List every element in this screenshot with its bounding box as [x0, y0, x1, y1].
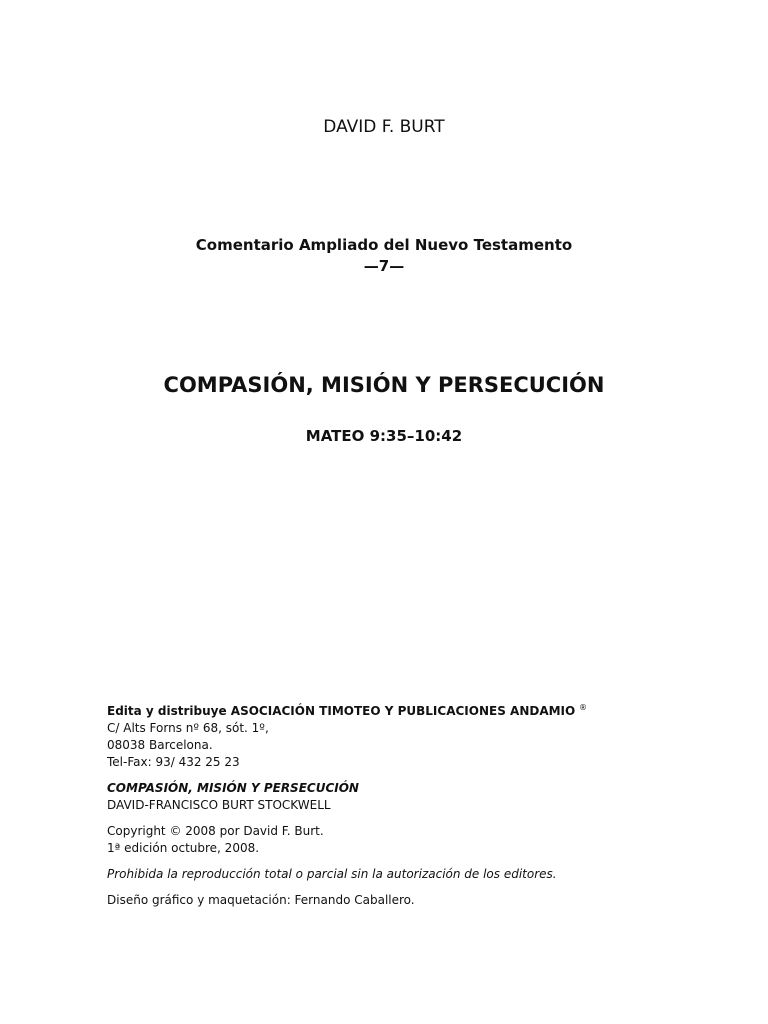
edition-line: 1ª edición octubre, 2008.: [107, 841, 260, 855]
book-credit-block: [107, 780, 707, 814]
book-subtitle: MATEO 9:35–10:42: [305, 427, 463, 445]
publisher-block: [107, 699, 707, 771]
publisher-prefix: Edita y distribuye: [107, 704, 231, 718]
address-line-1: C/ Alts Forns nº 68, sót. 1º,: [107, 721, 269, 735]
phone-line: Tel-Fax: 93/ 432 25 23: [107, 755, 240, 769]
copyright-block: [107, 823, 707, 857]
publisher-name: ASOCIACIÓN TIMOTEO Y PUBLICACIONES ANDAMIO: [230, 704, 576, 718]
series-block: [0, 235, 768, 277]
rights-line: Prohibida la reproducción total o parcial sin la autorización de los editores.: [107, 867, 557, 881]
design-block: [107, 892, 707, 909]
colophon-book-author: DAVID-FRANCISCO BURT STOCKWELL: [107, 798, 331, 812]
series-name: Comentario Ampliado del Nuevo Testamento: [195, 236, 573, 254]
book-title: COMPASIÓN, MISIÓN Y PERSECUCIÓN: [163, 373, 605, 397]
colophon-book-title: COMPASIÓN, MISIÓN Y PERSECUCIÓN: [107, 781, 359, 795]
series-volume: —7—: [363, 257, 405, 275]
publisher-line: [107, 699, 707, 720]
author-name: DAVID F. BURT: [323, 117, 445, 137]
design-credit: Diseño gráfico y maquetación: Fernando Caballero.: [107, 893, 415, 907]
address-line-2: 08038 Barcelona.: [107, 738, 213, 752]
registered-mark: ®: [579, 703, 588, 712]
rights-block: [107, 866, 707, 883]
colophon: [107, 699, 707, 918]
copyright-line: Copyright © 2008 por David F. Burt.: [107, 824, 324, 838]
